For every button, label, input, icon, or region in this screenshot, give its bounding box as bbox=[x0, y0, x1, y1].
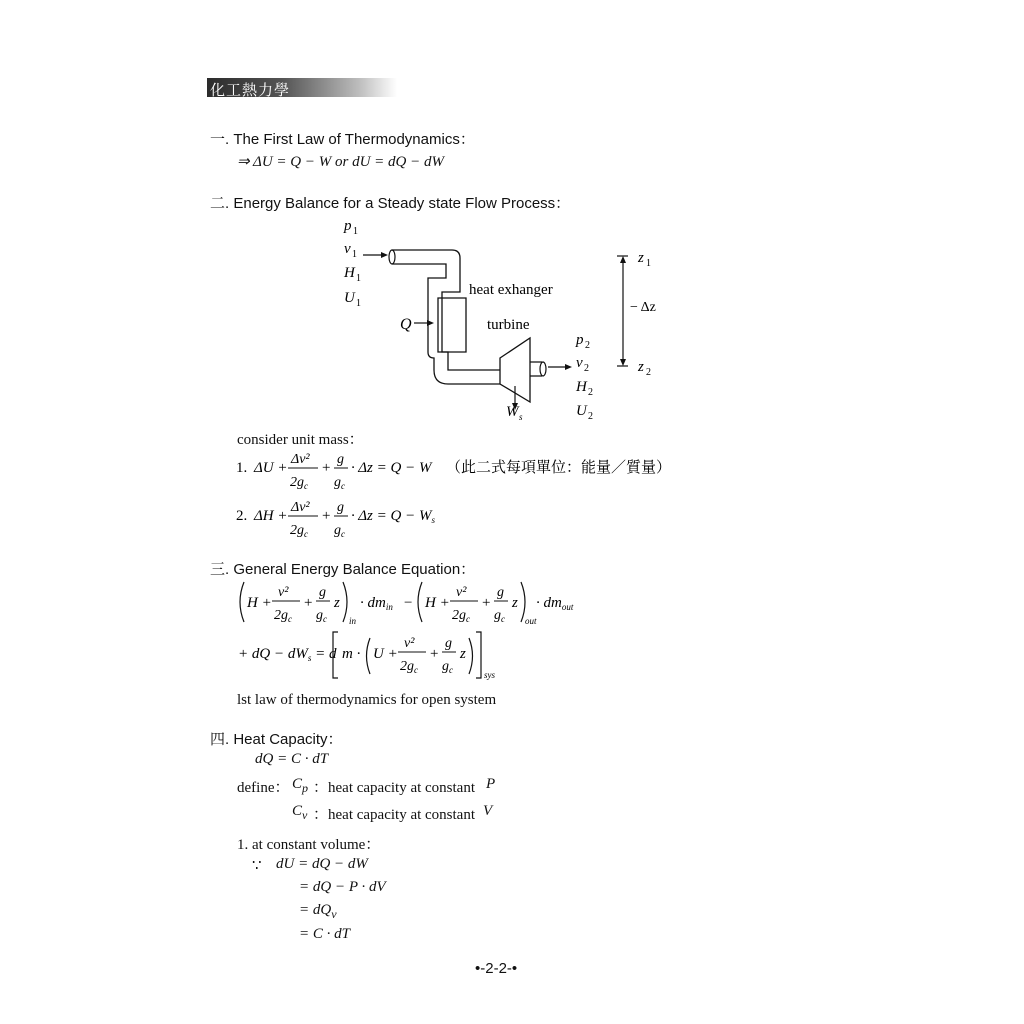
shaft-work-label: W bbox=[506, 404, 519, 420]
derivation-step-3: = $dQ_v$ bbox=[299, 902, 337, 921]
inlet-p-label: p bbox=[344, 218, 352, 234]
svg-text:ΔH +: ΔH + bbox=[254, 508, 288, 524]
outlet-p-label: p bbox=[576, 332, 584, 348]
svg-text:2: 2 bbox=[584, 363, 589, 374]
svg-text:H +: H + bbox=[425, 595, 450, 611]
cp-description: ：heat capacity at constant bbox=[313, 780, 476, 796]
svg-text:2: 2 bbox=[585, 340, 590, 351]
cv-symbol: $C_v$ bbox=[292, 803, 308, 822]
svg-text:1: 1 bbox=[356, 273, 361, 284]
cv-constant-V: V bbox=[483, 803, 493, 819]
svg-text:+: + bbox=[430, 646, 439, 662]
section-title: . General Energy Balance Equation： bbox=[225, 561, 476, 578]
svg-text:+: + bbox=[322, 508, 331, 524]
first-law-equation: ⇒ ΔU = Q − W or dU = dQ − dW bbox=[237, 154, 444, 170]
svg-text:+ dQ − dWs = d: + dQ − $dW_s = d$ bbox=[238, 646, 337, 663]
svg-text:z: z bbox=[460, 646, 466, 662]
svg-text:2: 2 bbox=[646, 367, 651, 378]
section-4-heading bbox=[210, 728, 343, 749]
book-header-tab bbox=[207, 78, 397, 97]
section-number: 二 bbox=[210, 195, 226, 212]
because-symbol: ∵ bbox=[252, 858, 262, 874]
svg-text:2.: 2. bbox=[236, 508, 248, 524]
svg-text:· Δz = Q − Ws: · $\Delta z = Q - W_s$ bbox=[351, 508, 435, 525]
book-title: 化工熱力學 bbox=[210, 81, 291, 99]
derivation-step-2: = dQ − P · dV bbox=[299, 879, 386, 895]
svg-text:2gc: $2g_c$ bbox=[290, 475, 308, 491]
svg-text:out: out bbox=[525, 616, 537, 626]
flow-process-diagram bbox=[330, 210, 690, 430]
section-number: 一 bbox=[210, 131, 226, 148]
constant-volume-heading: 1. at constant volume： bbox=[237, 837, 381, 853]
heat-exchanger-label: heat exhanger bbox=[469, 282, 553, 298]
svg-text:g: g bbox=[337, 500, 344, 515]
pipe-outlet-opening bbox=[540, 362, 546, 376]
svg-text:1: 1 bbox=[356, 298, 361, 309]
svg-text:Δv²: Δv² bbox=[291, 452, 310, 467]
outlet-H-label: H bbox=[576, 379, 587, 395]
section-title: . Energy Balance for a Steady state Flow Process： bbox=[225, 195, 571, 212]
svg-text:z: z bbox=[512, 595, 518, 611]
turbine-label: turbine bbox=[487, 317, 530, 333]
svg-text:sys: sys bbox=[484, 670, 495, 680]
derivation-step-1: dU = dQ − dW bbox=[276, 856, 368, 872]
svg-text:+: + bbox=[304, 595, 313, 611]
outlet-v-label: v bbox=[576, 355, 583, 371]
svg-text:2: 2 bbox=[588, 411, 593, 422]
cv-description: ：heat capacity at constant bbox=[313, 807, 476, 823]
energy-balance-eq-2 bbox=[236, 496, 496, 544]
section-1-heading bbox=[210, 128, 475, 149]
svg-text:g: g bbox=[497, 585, 504, 600]
delta-z-label: − Δz bbox=[630, 300, 656, 315]
heat-capacity-equation: dQ = C · dT bbox=[255, 751, 329, 767]
pipe-inlet-opening bbox=[389, 250, 395, 264]
svg-text:· dmin: · $dm_{in}$ bbox=[360, 595, 393, 612]
svg-text:+: + bbox=[322, 460, 331, 476]
general-balance-eq-line-2 bbox=[236, 628, 516, 682]
svg-text:· dmout: · $dm_{out}$ bbox=[536, 595, 574, 612]
z1-label: z bbox=[638, 250, 644, 266]
svg-text:2gc: $2g_c$ bbox=[400, 659, 418, 675]
svg-text:1: 1 bbox=[646, 258, 651, 269]
general-balance-eq-line-1 bbox=[236, 576, 596, 628]
svg-text:z: z bbox=[334, 595, 340, 611]
cp-constant-P: P bbox=[486, 776, 496, 792]
svg-text:m ·: m · bbox=[342, 646, 361, 662]
inlet-U-label: U bbox=[344, 290, 355, 306]
svg-text:2gc: $2g_c$ bbox=[290, 523, 308, 539]
page-number: •-2-2-• bbox=[475, 960, 518, 977]
svg-text:v²: v² bbox=[278, 585, 289, 600]
svg-text:1.: 1. bbox=[236, 460, 248, 476]
svg-text:2gc: $2g_c$ bbox=[274, 608, 292, 624]
svg-text:s: s bbox=[519, 412, 523, 422]
svg-text:+: + bbox=[482, 595, 491, 611]
svg-text:gc: $g_c$ bbox=[334, 475, 345, 491]
svg-text:gc: $g_c$ bbox=[316, 608, 327, 624]
svg-text:Δv²: Δv² bbox=[291, 500, 310, 515]
svg-text:g: g bbox=[319, 585, 326, 600]
units-note: （此二式每項單位：能量／質量） bbox=[446, 460, 672, 476]
svg-text:in: in bbox=[349, 616, 357, 626]
inlet-v-label: v bbox=[344, 241, 351, 257]
energy-balance-eq-1 bbox=[236, 448, 686, 496]
consider-unit-mass: consider unit mass： bbox=[237, 432, 364, 448]
svg-text:· Δz = Q − W: · Δz = Q − W bbox=[351, 460, 432, 476]
cp-symbol: $C_p$ bbox=[292, 776, 309, 795]
svg-text:gc: $g_c$ bbox=[334, 523, 345, 539]
svg-text:gc: $g_c$ bbox=[442, 659, 453, 675]
svg-text:v²: v² bbox=[456, 585, 467, 600]
svg-text:2gc: $2g_c$ bbox=[452, 608, 470, 624]
z2-label: z bbox=[638, 359, 644, 375]
define-label: define： bbox=[237, 780, 290, 796]
svg-text:H +: H + bbox=[247, 595, 272, 611]
heat-Q-label: Q bbox=[400, 316, 412, 333]
section-title: . The First Law of Thermodynamics： bbox=[225, 131, 475, 148]
inlet-H-label: H bbox=[344, 265, 355, 281]
outlet-U-label: U bbox=[576, 403, 587, 419]
svg-text:g: g bbox=[445, 636, 452, 651]
inlet-sub: 1 bbox=[353, 226, 358, 237]
svg-text:2: 2 bbox=[588, 387, 593, 398]
svg-text:ΔU +: ΔU + bbox=[254, 460, 288, 476]
svg-text:1: 1 bbox=[352, 249, 357, 260]
svg-text:g: g bbox=[337, 452, 344, 467]
section-number: 三 bbox=[210, 561, 226, 578]
derivation-step-4: = C · dT bbox=[299, 926, 350, 942]
svg-text:−: − bbox=[404, 595, 413, 611]
svg-text:gc: $g_c$ bbox=[494, 608, 505, 624]
open-system-caption: lst law of thermodynamics for open system bbox=[237, 692, 497, 708]
section-title: . Heat Capacity： bbox=[225, 731, 343, 748]
svg-text:U +: U + bbox=[373, 646, 398, 662]
section-number: 四 bbox=[210, 731, 226, 748]
svg-text:v²: v² bbox=[404, 636, 415, 651]
